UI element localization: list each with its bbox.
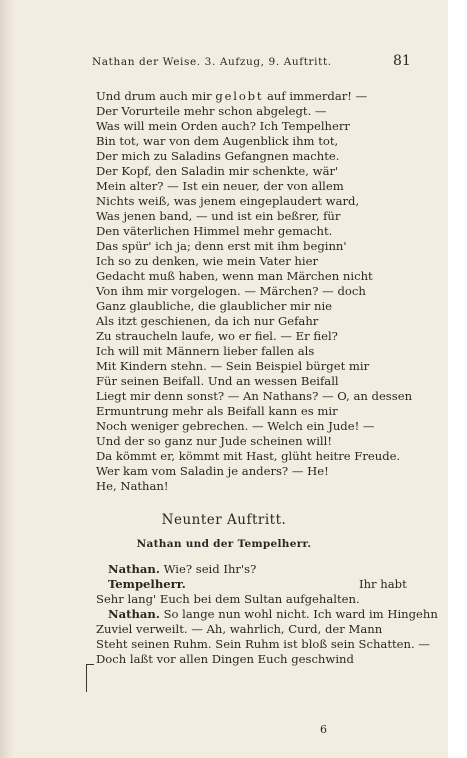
- verse-line: Das spür' ich ja; denn erst mit ihm beginn': [96, 239, 347, 253]
- verse-line: Ich so zu denken, wie mein Vater hier: [96, 254, 319, 268]
- verse-line: Wer kam vom Saladin je anders? — He!: [96, 464, 329, 478]
- verse-line: He, Nathan!: [96, 479, 169, 493]
- verse-line: Der Vorurteile mehr schon abgelegt. —: [96, 104, 327, 118]
- verse-line: Nichts weiß, was jenem eingeplaudert ward,: [96, 194, 360, 208]
- verse-line: Und drum auch mir gelobt auf immerdar! —: [96, 89, 368, 103]
- speaker-name: Tempelherr.: [108, 577, 186, 591]
- verse-line: Was will mein Orden auch? Ich Tempelherr: [96, 119, 350, 133]
- verse-line: Noch weniger gebrechen. — Welch ein Jude! —: [96, 419, 375, 433]
- dialogue-line: Steht seinen Ruhm. Sein Ruhm ist bloß sein Schatten. —: [96, 637, 430, 651]
- verse-line: Als itzt geschienen, da ich nur Gefahr: [96, 314, 319, 328]
- verse-line: Mit Kindern stehn. — Sein Beispiel bürget mir: [96, 359, 370, 373]
- dialogue-text: Wie? seid Ihr's?: [163, 562, 257, 576]
- running-title: Nathan der Weise. 3. Aufzug, 9. Auftritt.: [92, 56, 332, 68]
- scene-characters: Nathan und der Tempelherr.: [136, 538, 312, 550]
- dialogue-line: Zuviel verweilt. — Ah, wahrlich, Curd, der Mann: [96, 622, 383, 636]
- verse-line: Was jenen band, — und ist ein beßrer, für: [96, 209, 341, 223]
- verse-line: Ermuntrung mehr als Beifall kann es mir: [96, 404, 338, 418]
- verse-line: Ich will mit Männern lieber fallen als: [96, 344, 315, 358]
- verse-line: Mein alter? — Ist ein neuer, der von allem: [96, 179, 344, 193]
- margin-line-mark: [86, 664, 94, 665]
- dialogue-line: [108, 607, 438, 622]
- verse-line: Der Kopf, den Saladin mir schenkte, wär': [96, 164, 339, 178]
- dialogue-line: Doch laßt vor allen Dingen Euch geschwind: [96, 652, 354, 666]
- verse-line: Für seinen Beifall. Und an wessen Beifall: [96, 374, 339, 388]
- dialogue-text: Ihr habt: [359, 577, 407, 591]
- verse-line: Ganz glaubliche, die glaublicher mir nie: [96, 299, 333, 313]
- verse-line: Gedacht muß haben, wenn man Märchen nicht: [96, 269, 373, 283]
- verse-line: Liegt mir denn sonst? — An Nathans? — O, an dessen: [96, 389, 413, 403]
- verse-line: Den väterlichen Himmel mehr gemacht.: [96, 224, 333, 238]
- margin-line-mark: [86, 664, 87, 692]
- page-number: 81: [393, 53, 411, 69]
- dialogue-line: Sehr lang' Euch bei dem Sultan aufgehalten.: [96, 592, 360, 606]
- verse-line: Bin tot, war von dem Augenblick ihm tot,: [96, 134, 339, 148]
- dialogue-text: So lange nun wohl nicht. Ich ward im Hingehn: [163, 607, 438, 621]
- verse-line: Da kömmt er, kömmt mit Hast, glüht heitre Freude.: [96, 449, 401, 463]
- verse-line: Der mich zu Saladins Gefangnen machte.: [96, 149, 340, 163]
- scene-heading: Neunter Auftritt.: [161, 512, 287, 528]
- page-gutter-shadow: [0, 0, 14, 758]
- verse-line: Und der so ganz nur Jude scheinen will!: [96, 434, 332, 448]
- speaker-name: Nathan.: [108, 562, 160, 576]
- emphasized-word: gelobt: [215, 89, 264, 103]
- scan-margin: [448, 0, 467, 758]
- dialogue-line: [108, 577, 430, 592]
- verse-line: Von ihm mir vorgelogen. — Märchen? — doch: [96, 284, 366, 298]
- speaker-name: Nathan.: [108, 607, 160, 621]
- verse-line: Zu straucheln laufe, wo er fiel. — Er fiel?: [96, 329, 338, 343]
- dialogue-line: [108, 562, 256, 577]
- signature-mark: 6: [320, 723, 327, 736]
- page-header: [0, 53, 448, 72]
